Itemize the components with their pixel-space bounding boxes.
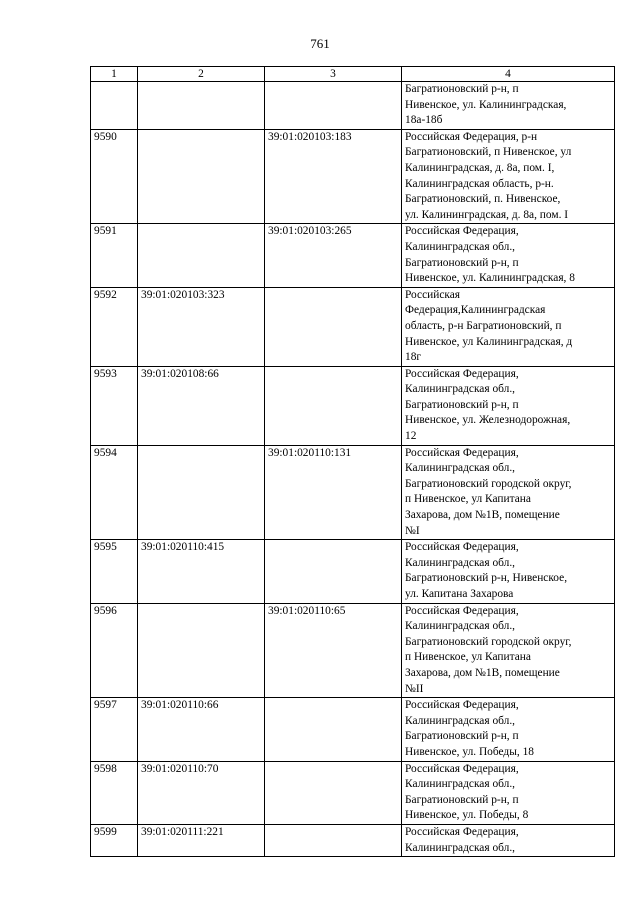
table-row xyxy=(91,129,615,224)
address-cell: Российская Федерация, Калининградская обл., Багратионовский р-н, п Нивенское, ул. Калининградская, 8 xyxy=(402,224,615,287)
row-number: 9593 xyxy=(91,366,138,445)
cadastral-number-col2 xyxy=(138,445,265,540)
table-row xyxy=(91,82,615,130)
cadastral-number-col3 xyxy=(265,287,402,366)
table-row xyxy=(91,698,615,761)
cadastral-number-col3: 39:01:020103:183 xyxy=(265,129,402,224)
cadastral-number-col2 xyxy=(138,603,265,698)
address-cell: Российская Федерация, Калининградская обл., Багратионовский р-н, п Нивенское, ул. Победы, 18 xyxy=(402,698,615,761)
cadastral-number-col2 xyxy=(138,82,265,130)
table-row xyxy=(91,287,615,366)
cadastral-number-col3 xyxy=(265,540,402,603)
cadastral-number-col3: 39:01:020103:265 xyxy=(265,224,402,287)
cadastral-number-col3 xyxy=(265,824,402,856)
cadastral-number-col2: 39:01:020108:66 xyxy=(138,366,265,445)
cadastral-number-col2: 39:01:020110:66 xyxy=(138,698,265,761)
address-cell: Российская Федерация, Калининградская обл., Багратионовский р-н, Нивенское, ул. Капитана Захарова xyxy=(402,540,615,603)
header-cell-2: 2 xyxy=(138,67,265,82)
header-row xyxy=(91,67,615,82)
row-number: 9591 xyxy=(91,224,138,287)
table-row xyxy=(91,603,615,698)
row-number: 9596 xyxy=(91,603,138,698)
cadastral-number-col2: 39:01:020111:221 xyxy=(138,824,265,856)
table-row xyxy=(91,540,615,603)
page-number: 761 xyxy=(310,36,330,51)
registry-table xyxy=(90,66,615,857)
table-row xyxy=(91,445,615,540)
cadastral-number-col2: 39:01:020103:323 xyxy=(138,287,265,366)
cadastral-number-col2 xyxy=(138,224,265,287)
address-cell: Российская Федерация, р-н Багратионовский, п Нивенское, ул Калининградская, д. 8а, пом. I, Калининградская область, р-н. Багратионовский, п. Нивенское, ул. Калининградская, д. 8а, пом. I xyxy=(402,129,615,224)
address-cell: Российская Федерация, Калининградская обл., Багратионовский городской округ, п Нивенское, ул Капитана Захарова, дом №1В, помещение №II xyxy=(402,603,615,698)
address-cell: Российская Федерация, Калининградская обл., Багратионовский городской округ, п Нивенское, ул Капитана Захарова, дом №1В, помещение №I xyxy=(402,445,615,540)
table-row xyxy=(91,366,615,445)
address-cell: Российская Федерация, Калининградская обл., Багратионовский р-н, п Нивенское, ул. Железнодорожная, 12 xyxy=(402,366,615,445)
table-row xyxy=(91,824,615,856)
header-cell-4: 4 xyxy=(402,67,615,82)
row-number: 9595 xyxy=(91,540,138,603)
table-row xyxy=(91,761,615,824)
row-number: 9598 xyxy=(91,761,138,824)
row-number: 9597 xyxy=(91,698,138,761)
address-cell: Российская Федерация, Калининградская обл., Багратионовский р-н, п Нивенское, ул. Победы, 8 xyxy=(402,761,615,824)
cadastral-number-col3 xyxy=(265,698,402,761)
cadastral-number-col2: 39:01:020110:70 xyxy=(138,761,265,824)
address-cell: Российская Федерация,Калининградская область, р-н Багратионовский, п Нивенское, ул Калининградская, д 18г xyxy=(402,287,615,366)
row-number xyxy=(91,82,138,130)
row-number: 9594 xyxy=(91,445,138,540)
cadastral-number-col3 xyxy=(265,761,402,824)
cadastral-number-col2: 39:01:020110:415 xyxy=(138,540,265,603)
row-number: 9590 xyxy=(91,129,138,224)
address-cell: Багратионовский р-н, п Нивенское, ул. Калининградская, 18а-18б xyxy=(402,82,615,130)
cadastral-number-col3 xyxy=(265,82,402,130)
header-cell-3: 3 xyxy=(265,67,402,82)
cadastral-number-col3 xyxy=(265,366,402,445)
cadastral-number-col2 xyxy=(138,129,265,224)
address-cell: Российская Федерация, Калининградская обл., xyxy=(402,824,615,856)
table-row xyxy=(91,224,615,287)
row-number: 9599 xyxy=(91,824,138,856)
cadastral-number-col3: 39:01:020110:131 xyxy=(265,445,402,540)
cadastral-number-col3: 39:01:020110:65 xyxy=(265,603,402,698)
row-number: 9592 xyxy=(91,287,138,366)
header-cell-1: 1 xyxy=(91,67,138,82)
